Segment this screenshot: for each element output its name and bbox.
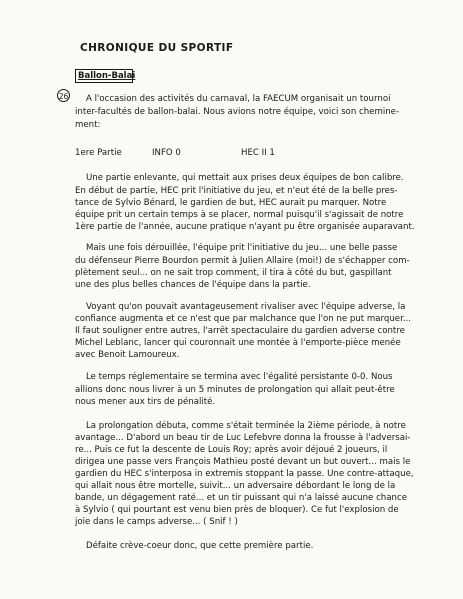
text-line: une des plus belles chances de l'équipe dans la partie.	[75, 280, 311, 290]
text-line: Le temps réglementaire se termina avec l'égalité persistante 0-0. Nous	[86, 372, 393, 382]
text-line: re... Puis ce fut la descente de Louis Roy; après avoir déjoué 2 joueurs, il	[75, 445, 388, 455]
text-line: avec Benoit Lamoureux.	[75, 350, 180, 360]
text-line: A l'occasion des activités du carnaval, la FAECUM organisait un tournoi	[86, 94, 391, 104]
text-line: Mais une fois dérouillée, l'équipe prit l'initiative du jeu... une belle passe	[86, 243, 398, 253]
text-line: allions donc nous livrer à un 5 minutes de prolongation qui allait peut-être	[75, 385, 395, 395]
text-line: Voyant qu'on pouvait avantageusement rivaliser avec l'équipe adverse, la	[86, 302, 406, 312]
text-line: Il faut souligner entre autres, l'arrêt spectaculaire du gardien adverse contre	[75, 326, 405, 336]
text-line: tance de Sylvio Bénard, le gardien de but, HEC aurait pu marquer. Notre	[75, 198, 387, 208]
text-line: équipe prit un certain temps à se placer, normal puisqu'il s'agissait de notre	[75, 210, 404, 220]
text-line: du défenseur Pierre Bourdon permit à Julien Allaire (moi!) de s'échapper com-	[75, 256, 410, 266]
text-line: inter-facultés de ballon-balai. Nous avions notre équipe, voici son chemine-	[75, 107, 400, 117]
section-heading-box	[75, 69, 136, 83]
text-line: 1ère partie de l'année, aucune pratique n'ayant pu être organisée auparavant.	[75, 222, 415, 232]
text-line: bande, un dégagement raté... et un tir puissant qui n'a laissé aucune chance	[75, 493, 407, 503]
text-line: plètement seul... on ne sait trop comment, il tira à côté du but, gaspillant	[75, 268, 392, 278]
text-line: Une partie enlevante, qui mettait aux prises deux équipes de bon calibre.	[86, 173, 404, 183]
score-team1: INFO 0	[152, 148, 181, 158]
text-line: ment:	[75, 120, 101, 130]
score-team2: HEC II 1	[241, 148, 275, 158]
text-line: Michel Leblanc, lancer qui couronnait une montée à l'emporte-pièce menée	[75, 338, 401, 348]
text-line: qui allait nous être mortelle, suivit... un adversaire débordant le long de la	[75, 481, 396, 491]
text-line: La prolongation débuta, comme s'était terminée la 2ième période, à notre	[86, 421, 406, 431]
text-line: nous mener aux tirs de pénalité.	[75, 397, 216, 407]
section-heading: Ballon-Balai	[78, 71, 136, 81]
text-line: confiance augmenta et ce n'est que par malchance que l'on ne put marquer...	[75, 314, 412, 324]
text-line: à Sylvio ( qui pourtant est venu bien près de bloquer). Ce fut l'explosion de	[75, 505, 399, 515]
text-line: gardien du HEC s'interposa in extremis stoppant la passe. Une contre-attaque,	[75, 469, 414, 479]
score-label: 1ere Partie	[75, 148, 122, 158]
page-number-circled: 26	[57, 89, 70, 102]
text-line: En début de partie, HEC prit l'initiative du jeu, et n'eut été de la belle pres-	[75, 186, 398, 196]
text-line: joie dans le camps adverse... ( Snif ! )	[75, 517, 238, 527]
text-line: dirigea une passe vers François Mathieu posté devant un but ouvert... mais le	[75, 457, 411, 467]
text-line: Défaite crève-coeur donc, que cette première partie.	[86, 541, 314, 551]
document-title: CHRONIQUE DU SPORTIF	[80, 42, 234, 54]
text-line: avantage... D'abord un beau tir de Luc Lefebvre donna la frousse à l'adversai-	[75, 433, 411, 443]
